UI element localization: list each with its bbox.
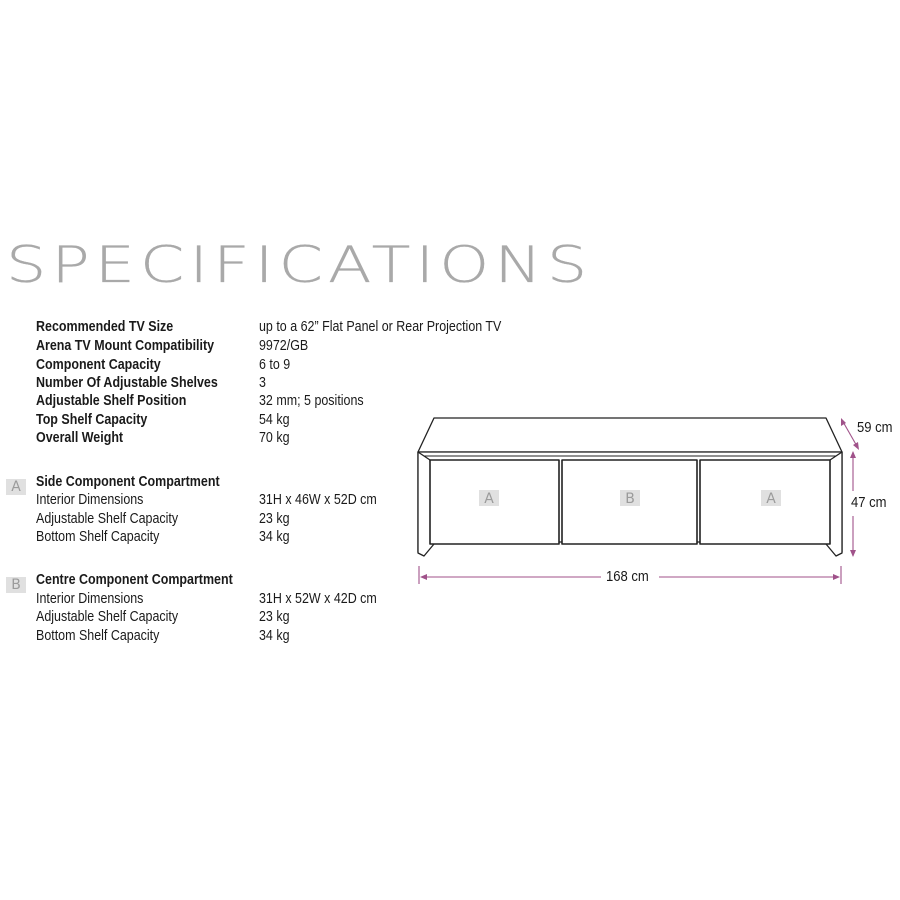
compartment-marker-b: B [6, 577, 26, 593]
spec-label: Arena TV Mount Compatibility [36, 338, 215, 354]
width-dimension-label: 168 cm [606, 569, 649, 585]
spec-label: Number Of Adjustable Shelves [36, 375, 218, 391]
spec-label: Adjustable Shelf Capacity [36, 609, 179, 625]
spec-label: Adjustable Shelf Capacity [36, 511, 179, 527]
spec-label: Component Capacity [36, 357, 161, 373]
height-dimension-label: 47 cm [851, 495, 887, 511]
door-label: A [484, 491, 494, 507]
door-label: A [766, 491, 776, 507]
spec-label: Interior Dimensions [36, 492, 144, 508]
depth-dimension-label: 59 cm [857, 420, 893, 436]
cabinet-top [418, 418, 842, 452]
spec-value: 34 kg [259, 529, 290, 545]
spec-value: 31H x 46W x 52D cm [259, 492, 377, 508]
spec-label: Bottom Shelf Capacity [36, 529, 160, 545]
side-compartment-heading: Side Component Compartment [36, 474, 220, 490]
spec-value: 70 kg [259, 430, 290, 446]
page-title: SPECIFICATIONS [6, 236, 593, 294]
spec-label: Interior Dimensions [36, 591, 144, 607]
spec-value: 31H x 52W x 42D cm [259, 591, 377, 607]
spec-label: Bottom Shelf Capacity [36, 628, 160, 644]
spec-value: 23 kg [259, 609, 290, 625]
spec-label: Top Shelf Capacity [36, 412, 148, 428]
spec-value: 23 kg [259, 511, 290, 527]
compartment-marker-a: A [6, 479, 26, 495]
centre-compartment-heading: Centre Component Compartment [36, 572, 233, 588]
spec-value: 34 kg [259, 628, 290, 644]
spec-label: Adjustable Shelf Position [36, 393, 187, 409]
spec-value: 3 [259, 375, 266, 391]
spec-label: Recommended TV Size [36, 319, 174, 335]
spec-value: 9972/GB [259, 338, 309, 354]
spec-label: Overall Weight [36, 430, 124, 446]
spec-value: 32 mm; 5 positions [259, 393, 364, 409]
spec-value: up to a 62” Flat Panel or Rear Projection TV [259, 319, 502, 335]
spec-value: 6 to 9 [259, 357, 291, 373]
door-label: B [625, 491, 635, 507]
spec-value: 54 kg [259, 412, 290, 428]
